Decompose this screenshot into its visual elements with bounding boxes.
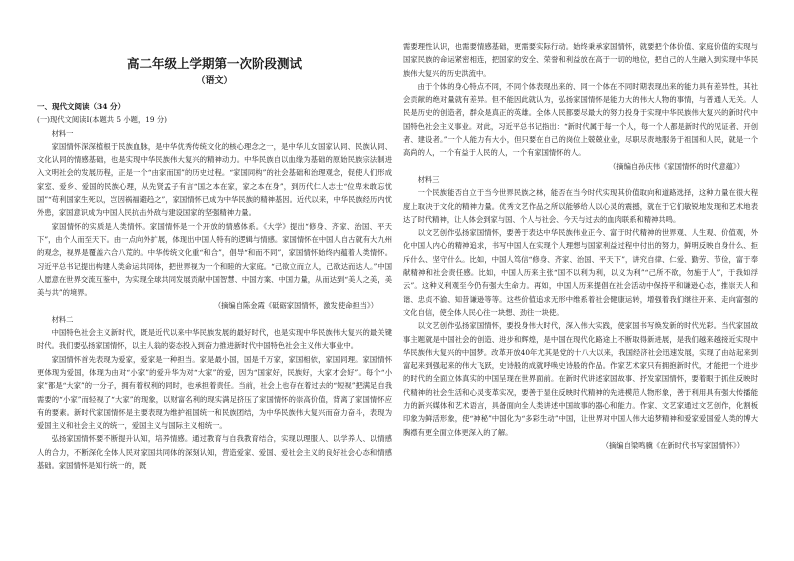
material2-paragraph-4: 由于个体的身心特点不同，不同个体表现出来的、同一个体在不同时期表现出来的能力具有差异性，其社会贡献的绝对量就有差异。但不能因此就认为，弘扬家国情怀是能力大的伟大人物的事情，与普通人无关。人民是历史的创造者，群众是真正的英雄。全体人民都要尽最大的努力投身于实现中华民族伟大复兴的新时代中国特色社会主义事业。对此，习近平总书记指出：“新时代属于每一个人，每一个人都是新时代的见证者、开创者、建设者。”一个人能力有大小，但只要在自己的岗位上兢兢业业，尽职尽责地服务于祖国和人民，就是一个高尚的人，一个有益于人民的人，一个有家国情怀的人。: [403, 81, 758, 158]
material3-paragraph-1: 一个民族能否自立于当今世界民族之林，能否在当今时代实现其价值取向和道路选择，这种力量在很大程度上取决于文化的精神力量。优秀文艺作品之所以能够给人以心灵的震撼，就在于它们敏锐地发现和艺术地表达了时代精神，让人体会到家与国、个人与社会、今天与过去的血肉联系和精神共鸣。: [403, 188, 758, 224]
material3-paragraph-2: 以文艺创作弘扬家国情怀，要善于表达中华民族伟业正今、富于时代精神的世界观、人生观、价值观，外化中国人内心的精神追求，书写中国人在实现个人理想与国家利益过程中付出的努力，鲜明反映自身什么、拒斥什么、坚守什么。比如，中国人笃信“修身、齐家、治国、平天下”，讲究自律、仁爱、勤劳、节俭，富于奉献精神和社会责任感。比如，中国人历来主张“国不以利为利，以义为利”“己所不欲，勿施于人”，于我如浮云”。这种义利观至今仍有强大生命力。再如，中国人历来提倡在社会活动中保持平和谦逊心态，推崇天人和谐、忠贞不渝、知昔谦逊等等。这些价值追求无形中维系着社会健康运转，增强着我们继往开来、走向富强的文化自信，使全体人民心往一块想、劲往一块使。: [403, 228, 758, 317]
material1-label: 材料一: [51, 128, 74, 138]
material1-source: （摘编自陈金霞《砥砺家国情怀，激发使命担当》）: [213, 301, 378, 311]
left-column: [37, 40, 392, 472]
material2-paragraph-3: 弘扬家国情怀要不断提升认知，培养情感。通过教育与自我教育结合，实现以理服人、以学养人、以情感人的合力，不断深化全体人民对家国共同体的深刻认知，营造爱家、爱国、爱社会主义的良好社会心态和情感基础。家国情怀是知行统一的，既: [37, 434, 392, 471]
right-column: [403, 40, 758, 452]
material1-paragraph-2: 家国情怀的实质是人类情怀。家国情怀是一个开放的情感体系。《大学》提出“修身、齐家、治国、平天下”，由个人而至天下。由一点向外扩展，体现出中国人特有的逻辑与情感。家国情怀在中国人自古就有大九州的观念，视界是覆盖六合八荒的。中华传统文化重“和合”，倡导“和而不同”，家国情怀始终内蕴着人类情怀。习近平总书记提出构建人类命运共同体，把世界视为一个和睦的大家庭。“己欲立而立人，己欲达而达人。”中国人愿意在世界交流互鉴中，为实现全球共同发展贡献中国智慧、中国方案、中国力量，从而达到“美人之美，美美与共”的境界。: [37, 221, 392, 298]
material2-label: 材料二: [51, 314, 74, 324]
material2-source: （摘编自孙庆伟《家国情怀的时代意蕴》）: [609, 161, 744, 171]
material1-paragraph-1: 家国情怀深深植根于民族血脉，是中华优秀传统文化的核心理念之一，是中华儿女国家认同、民族认同、文化认同的情感基础，也是实现中华民族伟大复兴的精神动力。中华民族自以血缘为基础的原始民族宗法制进入文明社会的发展历程，正是一个“由家而国”的历史过程。“家国同构”的社会基础和治理观念，促使人们形成家室、爱乡、爱国的民族心理，从先贤孟子有言“国之本在家，家之本在身”，到历代仁人志士“位卑未敢忘忧国”“苟利国家生死以，岂因祸福避趋之”，家国情怀已成为中华民族的精神基因。近代以来，中华民族经历内忧外患，家国意识成为中国人民抗击外敌与建设国家的坚强精神力量。: [37, 141, 392, 218]
material3-label: 材料三: [417, 174, 440, 184]
section-subheading: (一)现代文阅读Ⅰ(本题共 5 小题，19 分): [37, 115, 168, 125]
exam-title: 高二年级上学期第一次阶段测试: [126, 56, 302, 71]
material2-paragraph-2: 家国情怀首先表现为爱家，爱家是一种担当。家是最小国，国是千万家，家国相依，家国同理。家国情怀更体现为爱国，体现为由对“小家”的爱升华为对“大家”的爱，因为“国家好，民族好，大家才会好”。每个“小家”都是“大家”的一分子，拥有着权利的同时，也承担着责任。当前，社会上也存在着过去的“短视”把满足自我需要的“小家”而轻视了“大家”的现象，以财富名利的现实满足挤压了家国情怀的崇高价值，背离了家国情怀应有的要素。新时代家国情怀是主要表现为维护祖国统一和民族团结，为中华民族伟大复兴而奋力奋斗，表现为爱国主义和社会主义的统一，爱国主义与国际主义相统一。: [37, 354, 392, 431]
material3-paragraph-3: 以文艺创作弘扬家国情怀，要投身伟大时代，深入伟大实践，使家国书写焕发新的时代光彩。当代家国故事主题就是中国社会的创造、进步和辉煌，是中国在现代化路途上不断取得新进展，是我们越来越接近实现中华民族伟大复兴的中国梦。改革开放40年尤其是党的十八大以来，我国经济社会迅速发展，实现了由站起来到富起来到强起来的伟大飞跃，史诗般的成就呼唤史诗般的作品。作家艺术家只有拥抱新时代，才能把一个进步的时代的全面立体真实的中国呈现在世界面前。在新时代讲述家国故事、抒发家国情怀，要着眼于抓住反映时代精神的社会生活和心灵变革实况，要善于显住反映时代精神的先进模范人物形象，善于利用具有强大传播能力的新兴媒体和艺术语言，具备面向全人类讲述中国故事的器心和能力。作家、文艺家通过文艺创作，化割板印象为鲜活形象，使“神秘”中国化为“多彩生动”中国，让世界对中国人伟大追梦精神和爱家爱国爱人类的博大胸襟有更全面立体更深入的了解。: [403, 321, 758, 437]
section-heading: 一、现代文阅读（34 分）: [37, 102, 126, 111]
exam-subtitle: （语文）: [196, 76, 233, 86]
material2-paragraph-1: 中国特色社会主义新时代，既是近代以来中华民族发展的最好时代，也是实现中华民族伟大复兴的最关键时代。我们要弘扬家国情怀，以主人翁的姿态投入到奋力推进新时代中国特色社会主义伟大事业中。: [37, 328, 392, 351]
material3-source: （摘编自梁鸣骥《在新时代书写家国情怀》）: [601, 440, 744, 450]
material2-continued: 需要理性认识，也需要情感基础，更需要实际行动。始终秉承家国情怀，就要把个体价值、家庭价值的实现与国家民族的命运紧密相连，把国家的安全、荣誉和利益放在高于一切的地位，把自己的人生融入到实现中华民族伟大复兴的历史洪流中。: [403, 42, 758, 78]
